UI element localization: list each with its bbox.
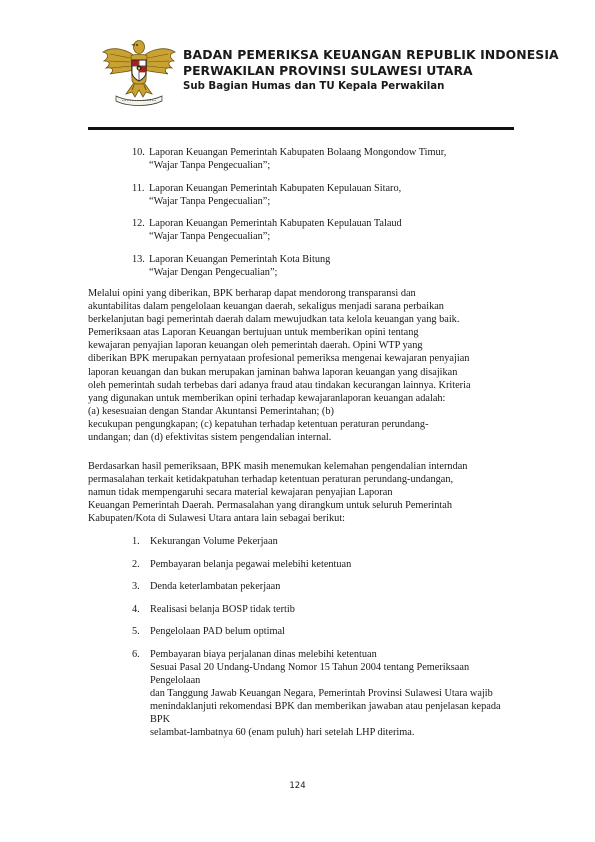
- page-number: 124: [289, 781, 306, 791]
- header-divider: [88, 127, 514, 130]
- list-item-text: menindaklanjuti rekomendasi BPK dan memberikan jawaban atau penjelasan kepada: [150, 700, 501, 712]
- paragraph-line: Keuangan Pemerintah Daerah. Permasalahan yang dirangkum untuk seluruh Pemerintah: [88, 500, 452, 512]
- org-branch: PERWAKILAN PROVINSI SULAWESI UTARA: [183, 63, 473, 78]
- paragraph-line: akuntabilitas dalam pengelolaan keuangan daerah, sekaligus menjadi sarana perbaikan: [88, 301, 444, 313]
- list-item-text: Pembayaran belanja pegawai melebihi ketentuan: [150, 558, 352, 570]
- list-item-text: Denda keterlambatan pekerjaan: [150, 581, 281, 592]
- garuda-emblem-icon: [100, 30, 178, 108]
- list-item-text: Realisasi belanja BOSP tidak tertib: [150, 603, 295, 615]
- paragraph-line: undangan; dan (d) efektivitas sistem pengendalian internal.: [88, 432, 332, 444]
- findings-list: [132, 535, 512, 748]
- list-item: [132, 217, 446, 243]
- list-item-opinion: “Wajar Tanpa Pengecualian”;: [149, 195, 271, 207]
- list-item-text: selambat-lambatnya 60 (enam puluh) hari setelah LHP diterima.: [150, 726, 415, 738]
- paragraph-line: Pemeriksaan atas Laporan Keuangan bertujuan untuk memberikan opini tentang: [88, 327, 419, 339]
- list-item: [132, 648, 512, 739]
- org-name: BADAN PEMERIKSA KEUANGAN REPUBLIK INDONESIA: [183, 47, 559, 62]
- paragraph-line: berkelanjutan bagi pemerintah daerah dalam mewujudkan tata kelola keuangan yang baik.: [88, 314, 460, 326]
- paragraph-line: Berdasarkan hasil pemeriksaan, BPK masih menemukan kelemahan pengendalian interndan: [88, 461, 468, 472]
- list-item-text: Sesuai Pasal 20 Undang-Undang Nomor 15 Tahun 2004 tentang Pemeriksaan: [150, 661, 470, 673]
- list-item-number: 11.: [132, 182, 145, 194]
- list-item-text: dan Tanggung Jawab Keuangan Negara, Pemerintah Provinsi Sulawesi Utara wajib: [150, 687, 493, 699]
- list-item-text: Pengelolaan: [150, 674, 201, 686]
- list-item-text: Pembayaran biaya perjalanan dinas melebihi ketentuan: [150, 648, 377, 660]
- paragraph-line: diberikan BPK merupakan pernyataan profesional pemeriksa mengenai kewajaran penyajian: [88, 353, 470, 365]
- list-item-text: Laporan Keuangan Pemerintah Kota Bitung: [149, 253, 331, 265]
- list-item-text: Kekurangan Volume Pekerjaan: [150, 536, 278, 547]
- paragraph-audit-findings: [88, 460, 518, 525]
- list-item: [132, 253, 446, 279]
- paragraph-line: laporan keuangan dan bukan merupakan jaminan bahwa laporan keuangan yang disajikan: [88, 366, 458, 378]
- list-item-number: 1.: [132, 536, 140, 547]
- paragraph-line: Kabupaten/Kota di Sulawesi Utara antara lain sebagai berikut:: [88, 513, 346, 525]
- list-item: [132, 625, 512, 638]
- letterhead: [183, 46, 559, 94]
- list-item-number: 4.: [132, 603, 140, 615]
- list-item-opinion: “Wajar Tanpa Pengecualian”;: [149, 231, 271, 242]
- paragraph-line: (a) kesesuaian dengan Standar Akuntansi Pemerintahan; (b): [88, 405, 334, 417]
- list-item: [132, 603, 512, 616]
- paragraph-line: kecukupan pengungkapan; (c) kepatuhan terhadap ketentuan peraturan perundang-: [88, 418, 429, 430]
- paragraph-line: permasalahan terkait ketidakpatuhan terhadap ketentuan peraturan perundang-undangan,: [88, 474, 454, 486]
- list-item-number: 3.: [132, 581, 140, 592]
- paragraph-line: oleh pemerintah sudah terbebas dari adanya fraud atau tindakan kecurangan lainnya. Kriteria: [88, 379, 471, 391]
- paragraph-line: kewajaran penyajian laporan keuangan oleh pemerintah daerah. Opini WTP yang: [88, 340, 423, 352]
- list-item-text: Laporan Keuangan Pemerintah Kabupaten Bolaang Mongondow Timur,: [149, 147, 447, 158]
- list-item-number: 2.: [132, 558, 140, 570]
- list-item-number: 13.: [132, 253, 145, 265]
- list-item-number: 6.: [132, 648, 140, 660]
- org-subdivision: Sub Bagian Humas dan TU Kepala Perwakilan: [183, 81, 445, 92]
- list-item-opinion: “Wajar Tanpa Pengecualian”;: [149, 160, 271, 171]
- paragraph-line: namun tidak mempengaruhi secara material kewajaran penyajian Laporan: [88, 487, 393, 499]
- list-item-text: Pengelolaan PAD belum optimal: [150, 626, 285, 637]
- list-item: [132, 182, 446, 208]
- list-item-number: 12.: [132, 218, 145, 229]
- paragraph-opinion-purpose: [88, 287, 518, 444]
- list-item: [132, 146, 446, 172]
- list-item-opinion: “Wajar Dengan Pengecualian”;: [149, 266, 278, 278]
- paragraph-line: Melalui opini yang diberikan, BPK berharap dapat mendorong transparansi dan: [88, 288, 416, 299]
- list-item-number: 10.: [132, 147, 145, 158]
- list-item-text: Laporan Keuangan Pemerintah Kabupaten Kepulauan Sitaro,: [149, 182, 402, 194]
- list-item: [132, 535, 512, 548]
- opinion-list: [132, 146, 446, 288]
- list-item-text: BPK: [150, 713, 171, 725]
- paragraph-line: yang digunakan untuk memberikan opini terhadap kewajaranlaporan keuangan adalah:: [88, 392, 446, 404]
- list-item-text: Laporan Keuangan Pemerintah Kabupaten Kepulauan Talaud: [149, 218, 402, 229]
- list-item: [132, 580, 512, 593]
- list-item: [132, 558, 512, 571]
- list-item-number: 5.: [132, 626, 140, 637]
